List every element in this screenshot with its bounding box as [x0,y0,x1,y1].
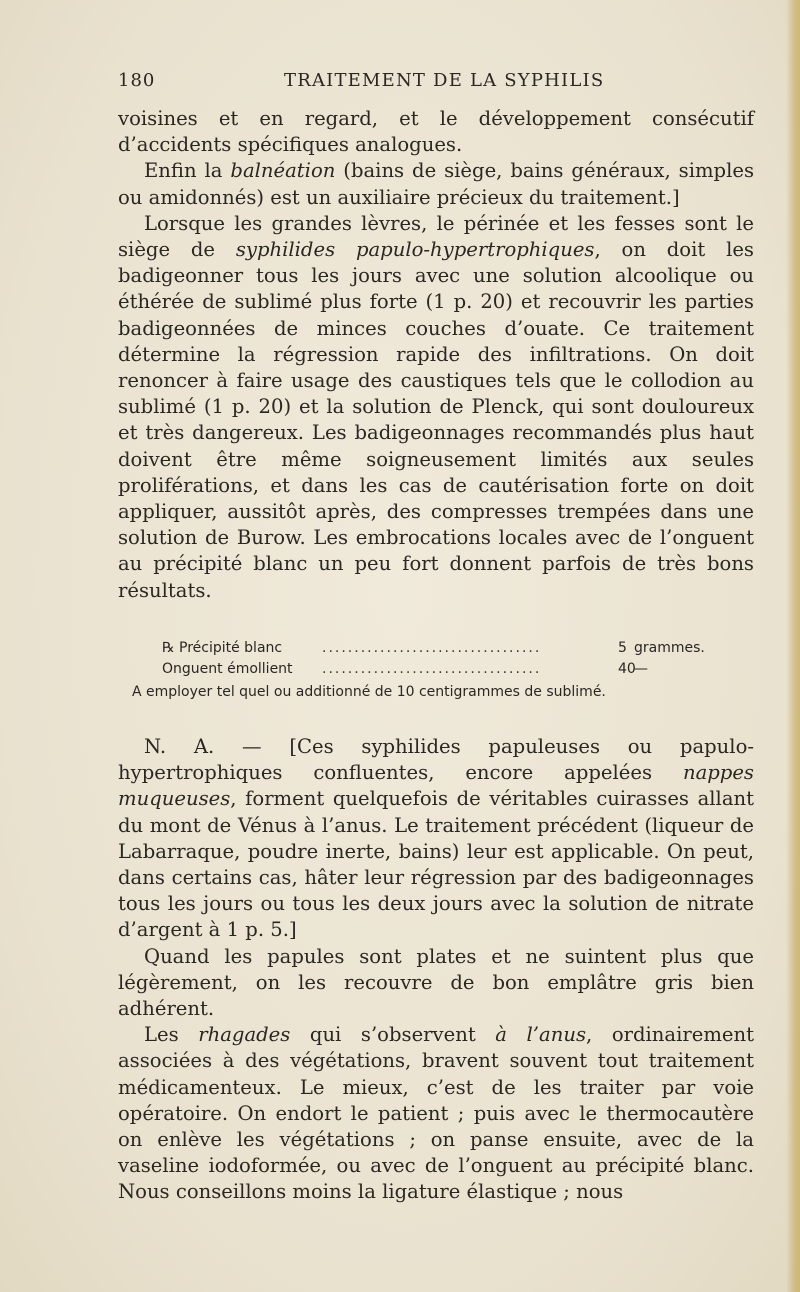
body-text-top [118,106,754,604]
body-text-bottom [118,734,754,1206]
ingredient-unit: — [634,661,648,677]
prescription-note: A employer tel quel ou additionné de 10 centigrammes de sublimé. [132,684,606,700]
ingredient-unit: grammes. [634,640,705,656]
paragraph [118,1022,754,1205]
ingredient-quantity: 5 [618,640,627,656]
page-header [118,70,758,96]
text-run: N. A. — [Ces syphilides papuleuses ou papulo-hypertrophiques confluentes, encore appelées [118,735,754,785]
paragraph [118,211,754,604]
text-run: Les [144,1023,199,1047]
italic-term: balnéation [230,159,336,183]
ingredient-quantity: 40 [618,661,636,677]
italic-term: syphilides papulo-hypertrophiques [235,238,595,262]
italic-term: rhagades [198,1023,291,1047]
ingredient-name: ℞ Précipité blanc [162,640,283,656]
leader-dots: .................................. [322,640,542,656]
paragraph [118,734,754,944]
text-run: (bains de siège, bains généraux, simples ou amidonnés) est un auxiliaire précieux du traitement.] [118,159,754,209]
italic-term: nappes muqueuses [118,761,754,811]
paragraph: Quand les papules sont plates et ne suintent plus que légèrement, on les recouvre de bon emplâtre gris bien adhérent. [118,944,754,1021]
ingredient-name: Onguent émollient [162,661,293,677]
text-run: , on doit les badigeonner tous les jours avec une solution alcoolique ou éthérée de sublimé plus forte (1 p. 20) et recouvrir les parties badigeonnées de minces couches d’ouate. Ce traitement détermine la régression rapide des infiltrations. On doit renoncer à faire usage des caustiques tels que le collodion au sublimé (1 p. 20) et la solution de Plenck, qui sont douloureux et très dangereux. Les badigeonnages recommandés plus haut doivent être même soigneusement limités aux seules proliférations, et dans les cas de cautérisation forte on doit appliquer, aussitôt après, des compresses trempées dans une solution de Burow. Les embrocations locales avec de l’onguent au précipité blanc un peu fort donnent parfois de très bons résultats. [118,238,754,602]
page-edge-shadow [786,0,800,1292]
italic-term: à l’anus [495,1023,587,1047]
text-run: , forment quelquefois de véritables cuirasses allant du mont de Vénus à l’anus. Le traitement précédent (liqueur de Labarraque, poudre inerte, bains) leur est applicable. On peut, dans certains cas, hâter leur régression par des badigeonnages tous les jours ou tous les deux jours avec la solution de nitrate d’argent à 1 p. 5.] [118,787,754,942]
page-number: 180 [118,70,156,91]
paragraph: voisines et en regard, et le développement consécutif d’accidents spécifiques analogues. [118,107,754,157]
prescription [162,638,705,680]
leader-dots: .................................. [322,661,542,677]
paragraph [118,158,754,210]
prescription-line [162,638,705,659]
prescription-line [162,659,682,680]
text-run: Lorsque les grandes lèvres, le périnée et les fesses sont le siège de [118,211,754,262]
text-run: Enfin la [144,159,231,183]
running-title: TRAITEMENT DE LA SYPHILIS [284,70,605,91]
text-run: , ordinairement associées à des végétations, bravent souvent tout traitement médicamenteux. Le mieux, c’est de les traiter par voie opératoire. On endort le patient ; puis avec le thermocautère on enlève les végétations ; on panse ensuite, avec de la vaseline iodoformée, ou avec de l’onguent au précipité blanc. Nous conseillons moins la ligature élastique ; nous [118,1023,754,1204]
text-run: qui s’observent [290,1023,496,1047]
